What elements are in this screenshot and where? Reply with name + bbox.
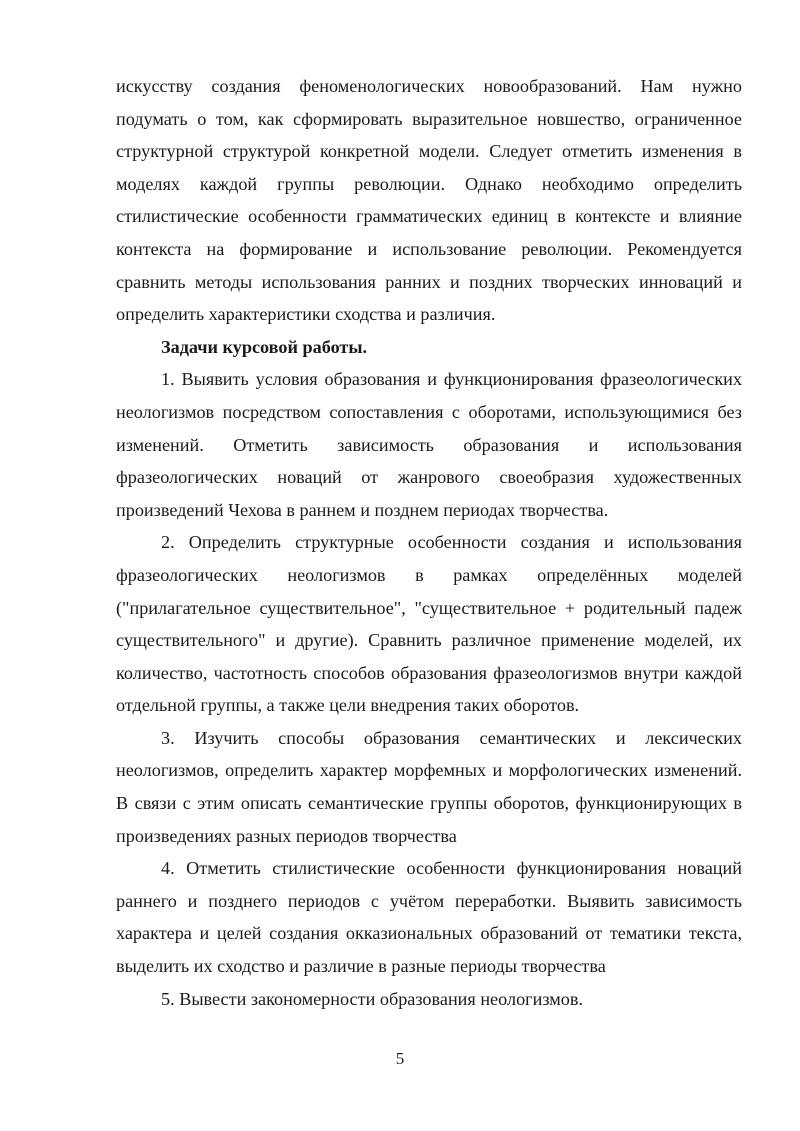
page-number: 5 [395, 1049, 405, 1068]
intro-paragraph: искусству создания феноменологических новообразований. Нам нужно подумать о том, как сформировать выразительное новшество, ограниченное структурной структурой конкретной модели. Следует отметить изменения в моделях каждой группы революции. Однако необходимо определить стилистические особенности грамматических единиц в контексте и влияние контекста на формирование и использование революции. Рекомендуется сравнить методы использования ранних и поздних творческих инноваций и определить характеристики сходства и различия. [116, 76, 742, 325]
section-heading: Задачи курсовой работы. [161, 336, 368, 357]
task-item-5: 5. Вывести закономерности образования неологизмов. [161, 988, 584, 1009]
document-page [116, 70, 742, 1015]
task-item-1: 1. Выявить условия образования и функционирования фразеологических неологизмов посредством сопоставления с оборотами, использующимися без изменений. Отметить зависимость образования и использования фразеологических новаций от жанрового своеобразия художественных произведений Чехова в раннем и позднем периодах творчества. [116, 369, 742, 520]
task-item-4: 4. Отметить стилистические особенности функционирования новаций раннего и позднего периодов с учётом переработки. Выявить зависимость характера и целей создания окказиональных образований от тематики текста, выделить их сходство и различие в разные периоды творчества [116, 858, 742, 977]
task-item-3: 3. Изучить способы образования семантических и лексических неологизмов, определить характер морфемных и морфологических изменений. В связи с этим описать семантические группы оборотов, функционирующих в произведениях разных периодов творчества [116, 727, 742, 846]
task-item-2: 2. Определить структурные особенности создания и использования фразеологических неологизмов в рамках определённых моделей ("прилагательное существительное", "существительное + родительный падеж существительного" и другие). Сравнить различное применение моделей, их количество, частотность способов образования фразеологизмов внутри каждой отдельной группы, а также цели внедрения таких оборотов. [116, 532, 742, 716]
